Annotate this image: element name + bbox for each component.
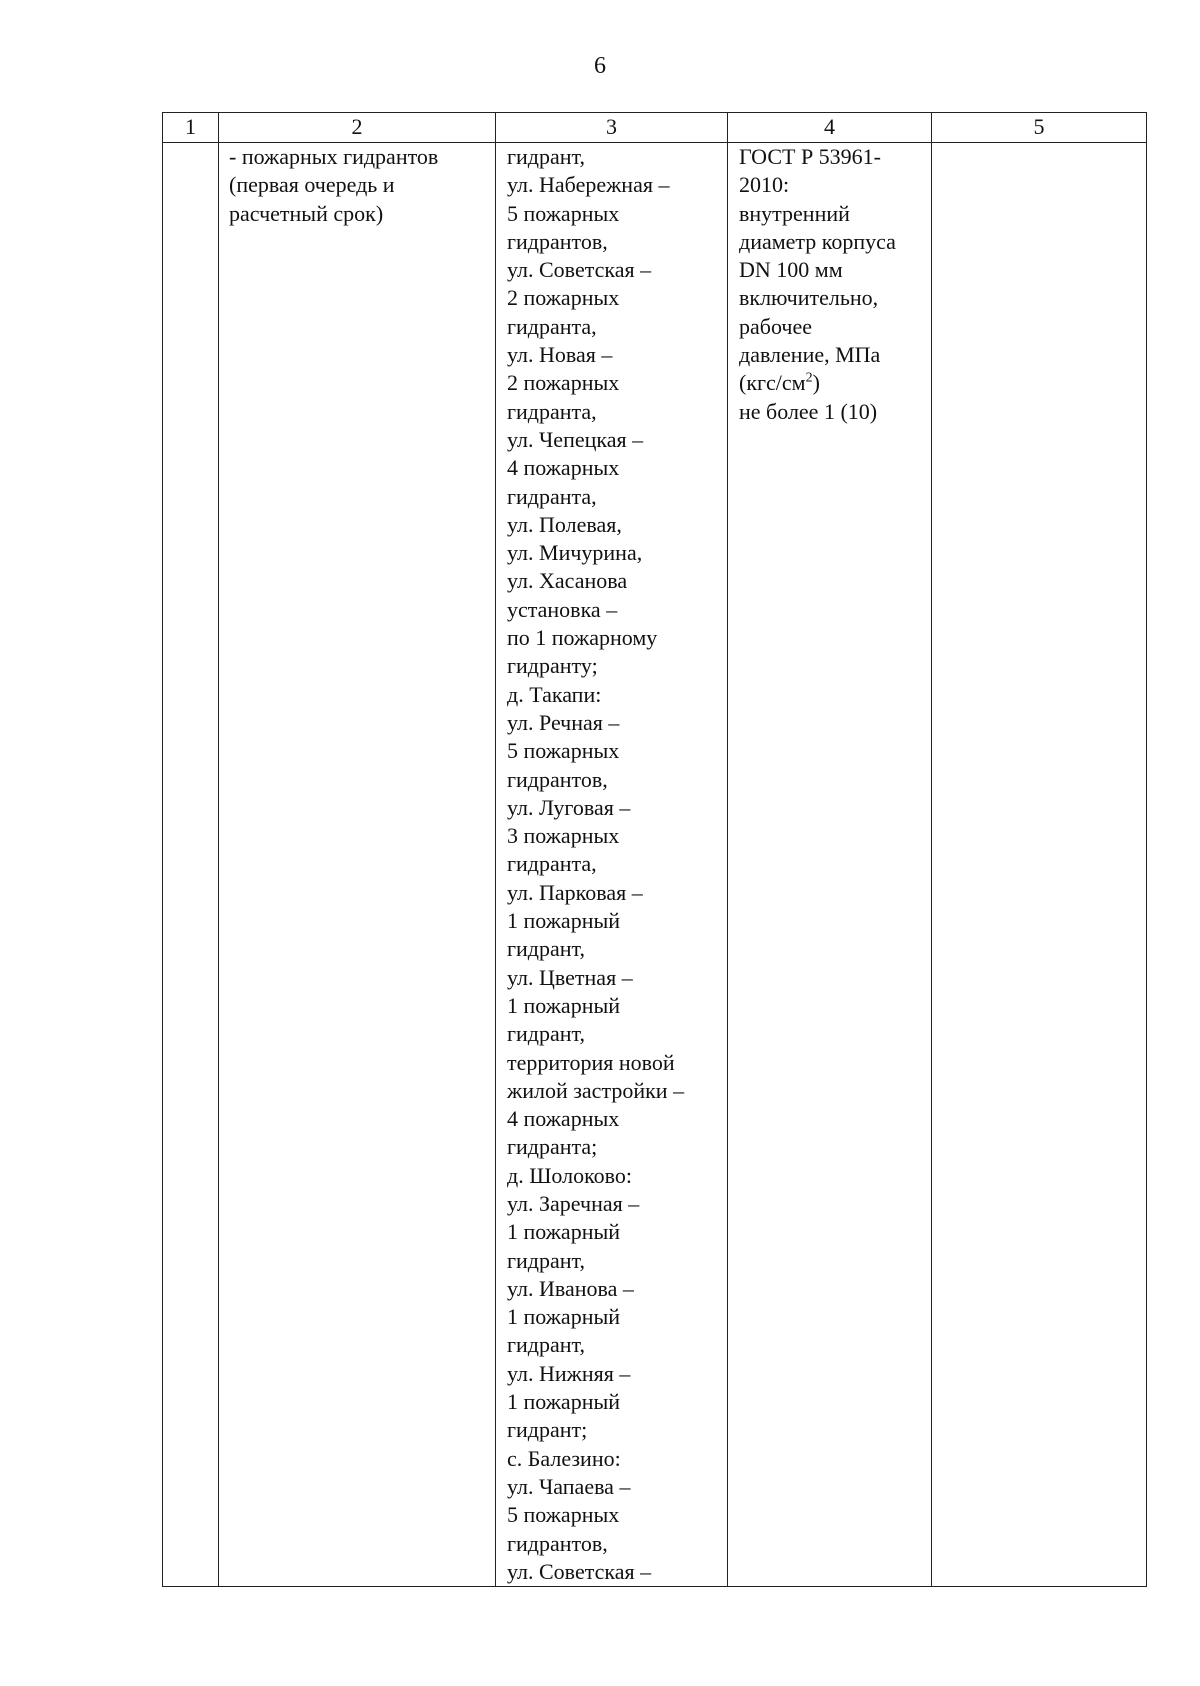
cell-col-1 xyxy=(163,143,219,1587)
table-header-row xyxy=(163,113,1147,143)
header-cell-5: 5 xyxy=(932,113,1147,143)
header-cell-1: 1 xyxy=(163,113,219,143)
header-cell-3: 3 xyxy=(496,113,728,143)
page-number: 6 xyxy=(594,53,606,79)
cell-col-2-text: - пожарных гидрантов (первая очередь и расчетный срок) xyxy=(229,144,439,226)
cell-col-2 xyxy=(219,143,496,1587)
cell-col-4 xyxy=(728,143,932,1587)
cell-col-5 xyxy=(932,143,1147,1587)
table-row xyxy=(163,143,1147,1587)
cell-col-4-text xyxy=(728,143,931,426)
document-table xyxy=(162,112,1147,1587)
header-cell-2: 2 xyxy=(219,113,496,143)
cell-col-3-text: гидрант, ул. Набережная – 5 пожарных гидрантов, ул. Советская – 2 пожарных гидранта, ул. Новая – 2 пожарных гидранта, ул. Чепецкая – 4 пожарных гидранта, ул. Полевая, ул. Мичурина, ул. Хасанова установка – по 1 пожарному гидранту; д. Такапи: ул. Речная – 5 пожарных гидрантов, ул. Луговая – 3 пожарных гидранта, ул. Парковая – 1 пожарный гидрант, ул. Цветная – 1 пожарный гидрант, территория новой жилой застройки – 4 пожарных гидранта; д. Шолоково: ул. Заречная – 1 пожарный гидрант, ул. Иванова – 1 пожарный гидрант, ул. Нижняя – 1 пожарный гидрант; с. Балезино: ул. Чапаева – 5 пожарных гидрантов, ул. Советская – xyxy=(507,144,685,1584)
cell-col-4-tail: ) не более 1 (10) xyxy=(739,370,878,424)
cell-col-4-main: ГОСТ Р 53961- 2010: внутренний диаметр корпуса DN 100 мм включительно, рабочее давление, МПа (кгс/см xyxy=(739,144,896,396)
header-cell-4: 4 xyxy=(728,113,932,143)
cell-col-3 xyxy=(496,143,728,1587)
superscript-exponent: 2 xyxy=(805,371,813,387)
